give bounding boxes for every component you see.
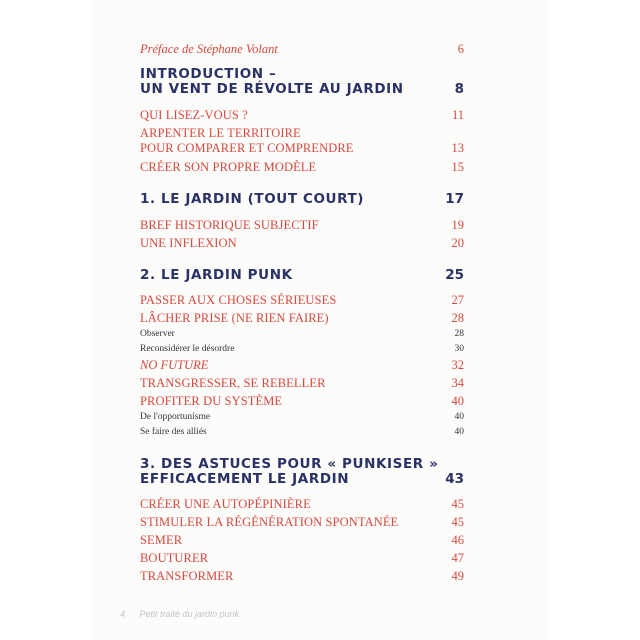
entry-page: 47 <box>451 551 464 565</box>
subentry-page: 40 <box>454 412 464 422</box>
section-title: 1. LE JARDIN (TOUT COURT) <box>140 191 365 207</box>
entry-page: 45 <box>451 515 464 529</box>
entry-page: 11 <box>451 108 464 122</box>
section-title: INTRODUCTION – UN VENT DE RÉVOLTE AU JARDIN <box>140 66 404 97</box>
entry-title: SEMER <box>140 533 183 547</box>
toc-entry[interactable] <box>140 376 464 391</box>
entry-title: PASSER AUX CHOSES SÉRIEUSES <box>140 293 337 307</box>
toc-entry[interactable] <box>140 311 464 326</box>
preface-label: Préface de Stéphane Volant <box>140 42 278 56</box>
section-page: 25 <box>445 267 464 283</box>
section-page: 43 <box>445 471 464 487</box>
entry-title: TRANSFORMER <box>140 569 234 583</box>
entry-page: 46 <box>451 533 464 547</box>
entry-page: 19 <box>451 218 464 232</box>
entry-page: 20 <box>451 236 464 250</box>
entry-page: 45 <box>451 497 464 511</box>
toc-section-3[interactable] <box>140 457 464 487</box>
toc-subentry[interactable] <box>140 329 464 339</box>
subentry-title: Se faire des alliés <box>140 427 207 437</box>
subentry-page: 28 <box>454 329 464 339</box>
toc-entry[interactable] <box>140 160 464 175</box>
entry-title: STIMULER LA RÉGÉNÉRATION SPONTANÉE <box>140 515 399 529</box>
section-title: 2. LE JARDIN PUNK <box>140 267 293 283</box>
toc-entry[interactable] <box>140 515 464 530</box>
subentry-page: 30 <box>454 344 464 354</box>
subentry-title: Observer <box>140 329 175 339</box>
entry-title: UNE INFLEXION <box>140 236 237 250</box>
entry-page: 32 <box>451 358 464 372</box>
toc-entry[interactable] <box>140 218 464 233</box>
toc-preface[interactable] <box>140 42 464 57</box>
toc-entry[interactable] <box>140 126 464 156</box>
entry-title: QUI LISEZ-VOUS ? <box>140 108 248 122</box>
toc-entry[interactable] <box>140 569 464 584</box>
entry-page: 28 <box>451 311 464 325</box>
entry-title: ARPENTER LE TERRITOIRE POUR COMPARER ET COMPRENDRE <box>140 126 354 155</box>
entry-title: TRANSGRESSER, SE REBELLER <box>140 376 326 390</box>
toc-subentry[interactable] <box>140 427 464 437</box>
toc-entry[interactable] <box>140 108 464 123</box>
toc-section-introduction[interactable] <box>140 67 464 97</box>
subentry-title: De l'opportunisme <box>140 412 211 422</box>
toc-entry[interactable] <box>140 394 464 409</box>
toc-section-1[interactable] <box>140 191 464 207</box>
entry-title: CRÉER UNE AUTOPÉPINIÈRE <box>140 497 311 511</box>
entry-title: NO FUTURE <box>140 358 209 372</box>
toc-entry[interactable] <box>140 497 464 512</box>
footer-page-number: 4 <box>120 609 126 619</box>
toc-subentry[interactable] <box>140 344 464 354</box>
section-page: 8 <box>454 81 464 97</box>
entry-title: PROFITER DU SYSTÈME <box>140 394 283 408</box>
entry-title: BOUTURER <box>140 551 209 565</box>
toc-entry[interactable] <box>140 358 464 373</box>
page-footer <box>120 609 251 619</box>
subentry-title: Reconsidérer le désordre <box>140 344 235 354</box>
entry-title: BREF HISTORIQUE SUBJECTIF <box>140 218 319 232</box>
toc-entry[interactable] <box>140 236 464 251</box>
entry-page: 34 <box>451 376 464 390</box>
entry-page: 15 <box>451 160 464 174</box>
entry-page: 27 <box>451 293 464 307</box>
toc-entry[interactable] <box>140 293 464 308</box>
toc-entry[interactable] <box>140 533 464 548</box>
section-title: 3. DES ASTUCES POUR « PUNKISER » EFFICACEMENT LE JARDIN <box>140 456 439 487</box>
section-page: 17 <box>445 191 464 207</box>
entry-page: 40 <box>451 394 464 408</box>
table-of-contents <box>140 0 464 640</box>
entry-title: LÂCHER PRISE (NE RIEN FAIRE) <box>140 311 329 325</box>
entry-title: CRÉER SON PROPRE MODÈLE <box>140 160 317 174</box>
preface-page: 6 <box>457 42 464 56</box>
toc-subentry[interactable] <box>140 412 464 422</box>
toc-entry[interactable] <box>140 551 464 566</box>
entry-page: 49 <box>451 569 464 583</box>
entry-page: 13 <box>451 141 464 155</box>
toc-section-2[interactable] <box>140 267 464 283</box>
footer-book-title: Petit traité du jardin punk <box>139 609 240 619</box>
subentry-page: 40 <box>454 427 464 437</box>
